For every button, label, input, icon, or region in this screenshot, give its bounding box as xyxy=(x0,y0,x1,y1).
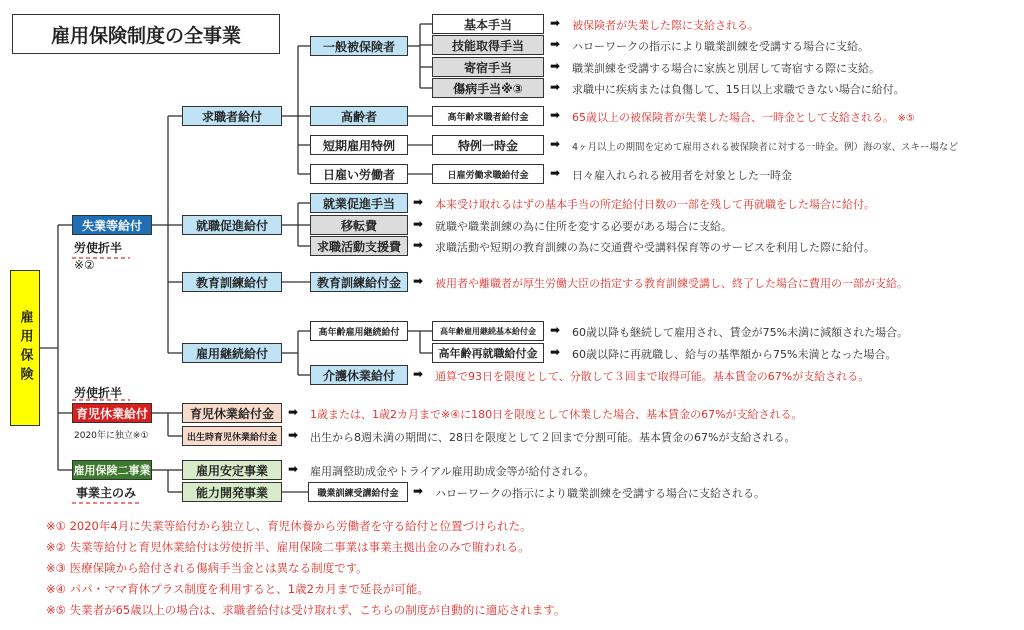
page-title: 雇用保険制度の全事業 xyxy=(12,14,280,54)
cat-nijigyo-sub: 事業主のみ xyxy=(76,486,137,500)
l3-shussei-kyufukin: 出生時育児休業給付金 xyxy=(182,426,282,446)
l3-kaigo: 介護休業給付 xyxy=(310,365,408,385)
arrow-icon: ➡ xyxy=(550,108,561,122)
desc-gino: ハローワークの指示により職業訓練を受講する場合に支給。 xyxy=(572,40,869,53)
desc-tokurei: 4ヶ月以上の期間を定めて雇用される被保険者に対する一時金。例）海の家、スキー場など xyxy=(572,142,959,153)
arrow-icon: ➡ xyxy=(550,166,561,180)
footnote: ※④ パパ・ママ育休プラス制度を利用すると、1歳2カ月まで延長が可能。 xyxy=(46,582,429,596)
l3-noryoku: 能力開発事業 xyxy=(182,482,282,502)
desc-koreisha-text: 65歳以上の被保険者が失業した場合、一時金として支給される。 xyxy=(572,111,894,124)
l3-kyoiku-kyufukin: 教育訓練給付金 xyxy=(310,272,408,292)
arrow-icon: ➡ xyxy=(288,405,299,419)
l2-kyoiku: 教育訓練給付 xyxy=(182,272,282,292)
desc-shussei: 出生から8週未満の期間に、28日を限度として２回まで分割可能。基本賃金の67%が支給される。 xyxy=(310,431,796,444)
arrow-icon: ➡ xyxy=(288,428,299,442)
footnote: ※② 失業等給付と育児休業給付は労使折半、雇用保険二事業は事業主拠出金のみで賄われる。 xyxy=(46,540,530,554)
l3-tanki: 短期雇用特例 xyxy=(310,135,408,155)
l2-kyushoku: 求職者給付 xyxy=(182,106,282,126)
l4-hiyatoi-kyufukin: 日雇労働求職給付金 xyxy=(432,164,544,184)
cat-ikuji-box: 育児休業給付 xyxy=(72,403,152,423)
cat-ikuji-note: 2020年に独立※① xyxy=(74,431,149,441)
desc-korei-saishushoku: 60歳以降に再就職し、給与の基準額から75%未満となった場合。 xyxy=(572,348,897,361)
arrow-icon: ➡ xyxy=(550,345,561,359)
cat-ikuji-sub: 労使折半 xyxy=(74,386,123,400)
desc-kishuku: 職業訓練を受講する場合に家族と別居して寄宿する際に支給。 xyxy=(572,62,880,75)
desc-koyo-antei: 雇用調整助成金やトライアル雇用助成金等が給付される。 xyxy=(310,465,595,478)
l3-koreisha: 高齢者 xyxy=(310,106,408,126)
arrow-icon: ➡ xyxy=(550,80,561,94)
l3-korei-keizoku: 高年齢雇用継続給付 xyxy=(310,321,408,341)
l3-koyo-antei: 雇用安定事業 xyxy=(182,460,282,480)
arrow-icon: ➡ xyxy=(413,217,424,231)
footnote: ※① 2020年4月に失業等給付から独立し、育児休養から労働者を守る給付と位置づけられた。 xyxy=(46,519,532,533)
desc-saishushoku: 本来受け取れるはずの基本手当の所定給付日数の一部を残して再就職をした場合に給付。 xyxy=(435,198,875,211)
l4-korei-kihon: 高年齢雇用継続基本給付金 xyxy=(432,321,544,341)
arrow-icon: ➡ xyxy=(288,462,299,476)
l4-koreisha-kyufukin: 高年齢求職者給付金 xyxy=(432,106,544,126)
arrow-icon: ➡ xyxy=(413,484,424,498)
cat-shitsugyo-ref: ※② xyxy=(74,258,95,272)
arrow-icon: ➡ xyxy=(550,37,561,51)
l4-gino: 技能取得手当 xyxy=(432,35,544,55)
arrow-icon: ➡ xyxy=(413,238,424,252)
l4-kishuku: 寄宿手当 xyxy=(432,57,544,77)
arrow-icon: ➡ xyxy=(550,59,561,73)
l3-kyushoku-katsudo: 求職活動支援費 xyxy=(310,236,408,256)
desc-iten: 就職や職業訓練の為に住所を変する必要がある場合に支給。 xyxy=(435,220,732,233)
l3-saishushoku: 就業促進手当 xyxy=(310,193,408,213)
desc-kyoiku: 被用者や離職者が厚生労働大臣の指定する教育訓練受講し、終了した場合に費用の一部が支給。 xyxy=(435,277,908,290)
cat-shitsugyo-sub: 労使折半 xyxy=(74,241,123,255)
arrow-icon: ➡ xyxy=(413,367,424,381)
arrow-icon: ➡ xyxy=(413,195,424,209)
arrow-icon: ➡ xyxy=(550,16,561,30)
desc-hiyatoi: 日々雇入れられる被用者を対象とした一時金 xyxy=(572,169,792,182)
l3-iten: 移転費 xyxy=(310,215,408,235)
root-box-koyo-hoken xyxy=(10,270,40,426)
desc-kaigo: 通算で93日を限度として、分散して３回まで取得可能。基本賃金の67%が支給される。 xyxy=(435,370,870,383)
l3-hiyatoi: 日雇い労働者 xyxy=(310,164,408,184)
desc-koreisha-ref: ※⑤ xyxy=(897,113,915,124)
arrow-icon: ➡ xyxy=(413,274,424,288)
arrow-icon: ➡ xyxy=(550,137,561,151)
cat-nijigyo-box: 雇用保険二事業 xyxy=(72,460,152,480)
l3-ikuji-kyufukin: 育児休業給付金 xyxy=(182,403,282,423)
l4-korei-saishushoku: 高年齢再就職給付金 xyxy=(432,343,544,363)
l3-ippan: 一般被保険者 xyxy=(310,36,408,56)
l4-tokurei: 特例一時金 xyxy=(432,135,544,155)
footnote: ※③ 医療保険から給付される傷病手当金とは異なる制度です。 xyxy=(46,561,368,575)
l4-shobyo: 傷病手当※③ xyxy=(432,78,544,98)
desc-kihon: 被保険者が失業した際に支給される。 xyxy=(572,19,759,32)
desc-korei-kihon: 60歳以降も継続して雇用され、賃金が75%未満に減額された場合。 xyxy=(572,326,909,339)
desc-shobyo: 求職中に疾病または負傷して、15日以上求職できない場合に給付。 xyxy=(572,83,905,96)
cat-shitsugyo-box: 失業等給付 xyxy=(72,215,152,235)
l2-keizoku: 雇用継続給付 xyxy=(182,343,282,363)
desc-kyushoku-katsudo: 求職活動や短期の教育訓練の為に交通費や受講料保育等のサービスを利用した際に給付。 xyxy=(435,241,875,254)
l2-shushoku: 就職促進給付 xyxy=(182,215,282,235)
l4-kihon: 基本手当 xyxy=(432,14,544,34)
desc-koreisha xyxy=(572,109,915,125)
l4-shokugyo-kunren: 職業訓練受講給付金 xyxy=(308,482,408,502)
root-label: 雇用保険 xyxy=(17,310,33,386)
desc-ikuji: 1歳または、1歳2カ月まで※④に180日を限度として休業した場合、基本賃金の67%が支給される。 xyxy=(310,408,803,421)
arrow-icon: ➡ xyxy=(550,323,561,337)
footnote: ※⑤ 失業者が65歳以上の場合は、求職者給付は受け取れず、こちらの制度が自動的に適応されます。 xyxy=(46,603,566,617)
desc-noryoku: ハローワークの指示により職業訓練を受講する場合に支給される。 xyxy=(435,487,765,500)
